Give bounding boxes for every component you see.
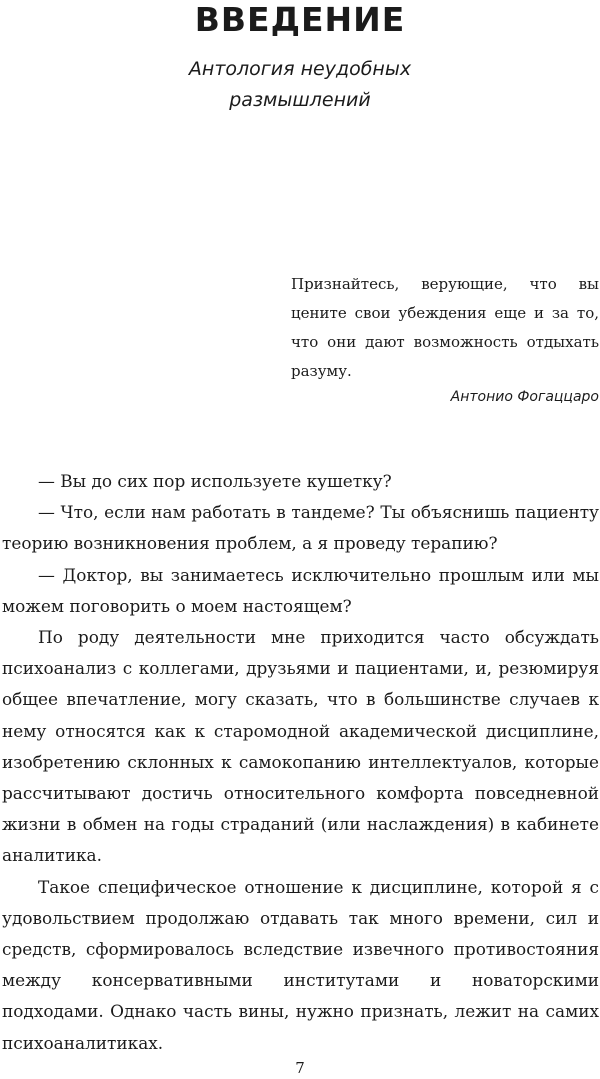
epigraph-text: Признайтесь, верующие, что вы цените свои убеждения еще и за то, что они дают возможность отдыхать разуму.	[291, 275, 599, 380]
paragraph-1: По роду деятельности мне приходится часто обсуждать психоанализ с коллегами, друзьями и пациентами, и, резюмируя общее впечатление, могу сказать, что в большинстве случаев к нему относятся как к старомодной академической дисциплине, изобретению склонных к самокопанию интеллектуалов, которые рассчитывают достичь относительного комфорта повседневной жизни в обмен на годы страданий (или наслаждения) в кабинете аналитика.	[2, 627, 599, 866]
body-text	[2, 466, 599, 1059]
epigraph-author: Антонио Фогаццаро	[450, 389, 599, 405]
paragraph-dialogue-2: — Что, если нам работать в тандеме? Ты объяснишь пациенту теорию возникновения проблем, а я проведу терапию?	[2, 502, 599, 554]
page-number: 7	[295, 1059, 305, 1077]
chapter-title: ВВЕДЕНИЕ	[194, 0, 406, 39]
paragraph-2: Такое специфическое отношение к дисциплине, которой я с удовольствием продолжаю отдавать так много времени, сил и средств, сформировалось вследствие извечного противостояния между консервативными институтами и новаторскими подходами. Однако часть вины, нужно признать, лежит на самих психоаналитиках.	[2, 876, 599, 1053]
paragraph-dialogue-1: — Вы до сих пор используете кушетку?	[38, 471, 392, 491]
chapter-subtitle	[0, 54, 600, 116]
paragraph-dialogue-3: — Доктор, вы занимаетесь исключительно прошлым или мы можем поговорить о моем настоящем?	[2, 564, 599, 616]
subtitle-line-1: Антология неудобных	[188, 58, 412, 80]
subtitle-line-2: размышлений	[229, 89, 371, 111]
